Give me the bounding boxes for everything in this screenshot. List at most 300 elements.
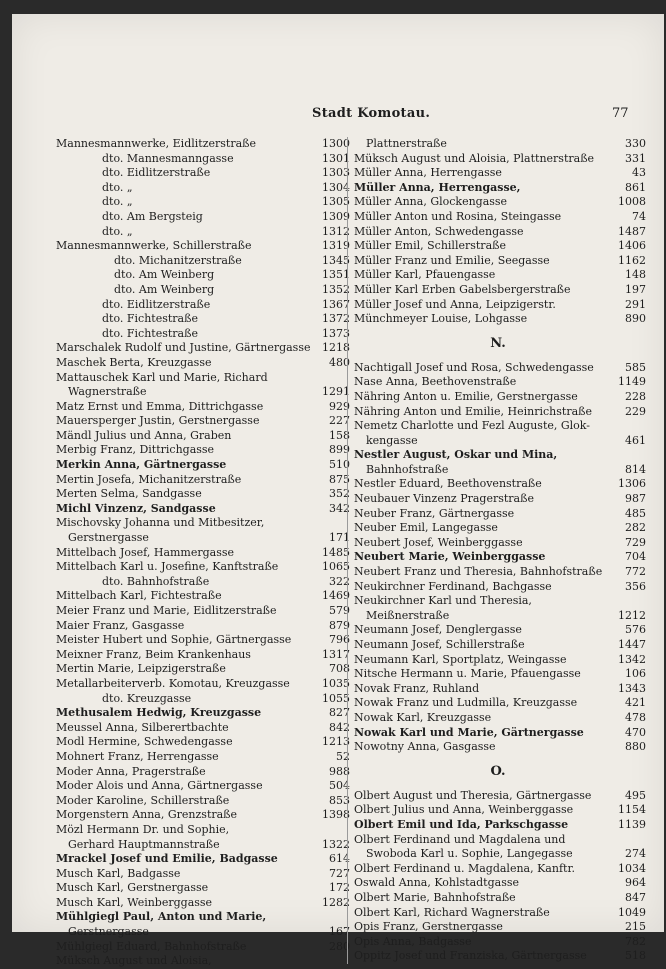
house-number: 1035 — [322, 676, 350, 690]
directory-entry — [56, 794, 350, 809]
house-number: 1305 — [322, 195, 350, 209]
entry-text: Modl Hermine, Schwedengasse — [56, 735, 233, 749]
house-number: 510 — [329, 458, 350, 472]
house-number: 861 — [625, 180, 646, 194]
entry-text: Mühlgiegl Paul, Anton und Marie, — [56, 910, 267, 924]
house-number: 322 — [329, 574, 350, 588]
directory-entry — [56, 546, 350, 561]
house-number: 1213 — [322, 735, 350, 749]
house-number: 796 — [329, 633, 350, 647]
directory-entry — [350, 847, 646, 862]
entry-text: Marschalek Rudolf und Justine, Gärtnergasse — [56, 341, 311, 355]
entry-text: Nähring Anton und Emilie, Heinrichstraße — [354, 404, 593, 418]
entry-text: Swoboda Karl u. Sophie, Langegasse — [366, 847, 573, 861]
entry-text: Neumann Josef, Denglergasse — [354, 623, 522, 637]
directory-entry — [350, 166, 646, 181]
entry-text: Mertin Josefa, Michanitzerstraße — [56, 472, 242, 486]
entry-text: Müller Emil, Schillerstraße — [354, 239, 506, 253]
entry-text: dto. Am Weinberg — [114, 282, 215, 296]
entry-text: kengasse — [366, 433, 418, 447]
house-number: 1034 — [618, 861, 646, 875]
entry-text: Oswald Anna, Kohlstadtgasse — [354, 876, 519, 890]
entry-text: Gerstnergasse — [68, 925, 149, 939]
house-number: 842 — [329, 720, 350, 734]
house-number: 1309 — [322, 209, 350, 223]
house-number: 1469 — [322, 589, 350, 603]
house-number: 74 — [632, 209, 646, 223]
house-number: 280 — [329, 939, 350, 953]
entry-text: Müller Karl, Pfauengasse — [354, 268, 496, 282]
directory-entry — [56, 779, 350, 794]
directory-entry — [350, 507, 646, 522]
directory-entry — [56, 823, 350, 838]
directory-entry — [350, 210, 646, 225]
house-number: 1154 — [618, 803, 646, 817]
entry-text: Gerhard Hauptmannstraße — [68, 837, 220, 851]
house-number: 585 — [625, 360, 646, 374]
entry-text: Müller Anna, Glockengasse — [354, 195, 508, 209]
house-number: 880 — [625, 740, 646, 754]
directory-entry — [350, 254, 646, 269]
directory-entry — [56, 531, 350, 546]
entry-text: dto. „ — [102, 224, 133, 238]
directory-entry — [56, 867, 350, 882]
directory-entry — [56, 838, 350, 853]
directory-entry — [56, 677, 350, 692]
house-number: 352 — [329, 487, 350, 501]
directory-entry — [350, 239, 646, 254]
entry-text: Musch Karl, Weinberggasse — [56, 895, 213, 909]
directory-entry — [350, 298, 646, 313]
house-number: 1218 — [322, 341, 350, 355]
directory-entry — [350, 818, 646, 833]
entry-text: Olbert August und Theresia, Gärtnergasse — [354, 788, 592, 802]
entry-text: Mändl Julius und Anna, Graben — [56, 428, 232, 442]
house-number: 1291 — [322, 385, 350, 399]
directory-entry — [56, 152, 350, 167]
house-number: 106 — [625, 667, 646, 681]
entry-text: Mischovsky Johanna und Mitbesitzer, — [56, 516, 265, 530]
directory-entry — [56, 954, 350, 969]
house-number: 1317 — [322, 647, 350, 661]
directory-entry — [350, 283, 646, 298]
entry-text: dto. Fichtestraße — [102, 326, 198, 340]
directory-entry — [350, 312, 646, 327]
entry-text: Neubert Marie, Weinberggasse — [354, 550, 546, 564]
directory-entry — [56, 137, 350, 152]
house-number: 987 — [625, 492, 646, 506]
directory-entry — [56, 400, 350, 415]
house-number: 814 — [625, 462, 646, 476]
entry-text: Münchmeyer Louise, Lohgasse — [354, 312, 528, 326]
entry-text: Neubert Josef, Weinberggasse — [354, 535, 523, 549]
directory-entry — [350, 463, 646, 478]
directory-entry — [56, 735, 350, 750]
house-number: 1322 — [322, 837, 350, 851]
directory-entry — [56, 210, 350, 225]
house-number: 1367 — [322, 297, 350, 311]
house-number: 228 — [625, 389, 646, 403]
directory-entry — [350, 448, 646, 463]
entry-text: dto. Eidlitzerstraße — [102, 166, 211, 180]
house-number: 291 — [625, 297, 646, 311]
directory-entry — [56, 327, 350, 342]
entry-text: Mannesmannwerke, Eidlitzerstraße — [56, 137, 257, 150]
entry-text: Meussel Anna, Silberertbachte — [56, 720, 229, 734]
entry-text: Bahnhofstraße — [366, 462, 449, 476]
house-number: 172 — [329, 881, 350, 895]
entry-text: Matz Ernst und Emma, Dittrichgasse — [56, 399, 264, 413]
house-number: 772 — [625, 565, 646, 579]
entry-text: Maier Franz, Gasgasse — [56, 618, 185, 632]
directory-entry — [350, 580, 646, 595]
directory-entry — [56, 721, 350, 736]
entry-text: Nestler August, Oskar und Mina, — [354, 448, 558, 462]
page-title: Stadt Komotau. — [312, 106, 431, 121]
entry-text: Mauersperger Justin, Gerstnergasse — [56, 414, 260, 428]
directory-entry — [350, 906, 646, 921]
right-column — [347, 137, 646, 964]
entry-text: Meister Hubert und Sophie, Gärtnergasse — [56, 633, 292, 647]
directory-entry — [56, 560, 350, 575]
entry-text: Olbert Marie, Bahnhofstraße — [354, 890, 516, 904]
directory-entry — [56, 940, 350, 955]
house-number: 1049 — [618, 905, 646, 919]
entry-text: Olbert Julius und Anna, Weinberggasse — [354, 803, 574, 817]
directory-entry — [56, 268, 350, 283]
house-number: 461 — [625, 433, 646, 447]
page-header — [12, 106, 664, 126]
house-number: 1373 — [322, 326, 350, 340]
entry-text: Mühlgiegl Eduard, Bahnhofstraße — [56, 939, 247, 953]
entry-text: dto. Eidlitzerstraße — [102, 297, 211, 311]
directory-entry — [56, 312, 350, 327]
directory-entry — [56, 692, 350, 707]
entry-text: Neuber Franz, Gärtnergasse — [354, 506, 515, 520]
entry-text: Moder Karoline, Schillerstraße — [56, 793, 230, 807]
entry-text: Opis Franz, Gerstnergasse — [354, 920, 503, 934]
entry-text: Müller Karl Erben Gabelsbergerstraße — [354, 282, 571, 296]
house-number: 704 — [625, 550, 646, 564]
entry-text: Müller Anton, Schwedengasse — [354, 224, 524, 238]
directory-entry — [56, 516, 350, 531]
house-number: 485 — [625, 506, 646, 520]
directory-entry — [56, 765, 350, 780]
directory-entry — [350, 477, 646, 492]
house-number: 495 — [625, 788, 646, 802]
entry-text: Oppitz Josef und Franziska, Gärtnergasse — [354, 949, 587, 963]
entry-text: Nestler Eduard, Beethovenstraße — [354, 477, 542, 491]
house-number: 171 — [329, 531, 350, 545]
entry-text: Müller Anton und Rosina, Steingasse — [354, 209, 562, 223]
house-number: 331 — [625, 151, 646, 165]
directory-entry — [350, 653, 646, 668]
entry-text: Maschek Berta, Kreuzgasse — [56, 355, 212, 369]
directory-page — [12, 14, 664, 968]
house-number: 1312 — [322, 224, 350, 238]
entry-text: Merbig Franz, Dittrichgasse — [56, 443, 215, 457]
house-number: 988 — [329, 764, 350, 778]
entry-text: dto. Kreuzgasse — [102, 691, 192, 705]
house-number: 52 — [336, 749, 350, 763]
entry-text: Nemetz Charlotte und Fezl Auguste, Glok- — [354, 419, 590, 433]
directory-entry — [350, 390, 646, 405]
directory-entry — [350, 550, 646, 565]
house-number: 1319 — [322, 239, 350, 253]
house-number: 576 — [625, 623, 646, 637]
directory-entry — [350, 803, 646, 818]
directory-entry — [56, 662, 350, 677]
directory-entry — [56, 589, 350, 604]
house-number: 518 — [625, 949, 646, 963]
house-number: 504 — [329, 779, 350, 793]
house-number: 43 — [632, 166, 646, 180]
house-number: 899 — [329, 443, 350, 457]
entry-text: Musch Karl, Gerstnergasse — [56, 881, 209, 895]
directory-entry — [350, 181, 646, 196]
house-number: 1212 — [618, 608, 646, 622]
house-number: 1351 — [322, 268, 350, 282]
directory-entry — [56, 881, 350, 896]
directory-entry — [350, 536, 646, 551]
house-number: 330 — [625, 137, 646, 150]
entry-text: Olbert Ferdinand und Magdalena und — [354, 832, 566, 846]
house-number: 1345 — [322, 253, 350, 267]
house-number: 579 — [329, 604, 350, 617]
entry-text: dto. Bahnhofstraße — [102, 574, 210, 588]
directory-entry — [56, 429, 350, 444]
entry-text: Mittelbach Karl u. Josefine, Kanftstraße — [56, 560, 279, 574]
entry-text: Olbert Ferdinand u. Magdalena, Kanftr. — [354, 861, 575, 875]
entry-text: Müksch August und Aloisia, Plattnerstraße — [354, 151, 595, 165]
entry-text: Merten Selma, Sandgasse — [56, 487, 202, 501]
entry-text: dto. Michanitzerstraße — [114, 253, 242, 267]
directory-entry — [56, 385, 350, 400]
directory-entry — [350, 419, 646, 434]
house-number: 1306 — [618, 477, 646, 491]
entry-text: Müller Franz und Emilie, Seegasse — [354, 253, 550, 267]
entry-text: dto. „ — [102, 195, 133, 209]
house-number: 470 — [625, 725, 646, 739]
entry-text: Mertin Marie, Leipzigerstraße — [56, 662, 226, 676]
entry-text: dto. Am Bergsteig — [102, 209, 203, 223]
directory-entry — [56, 239, 350, 254]
entry-text: Mittelbach Karl, Fichtestraße — [56, 589, 222, 603]
house-number: 282 — [625, 521, 646, 535]
directory-entry — [350, 833, 646, 848]
entry-text: Mannesmannwerke, Schillerstraße — [56, 239, 252, 253]
house-number: 1300 — [322, 137, 350, 150]
house-number: 964 — [625, 876, 646, 890]
house-number: 708 — [329, 662, 350, 676]
entry-text: Müksch August und Aloisia, — [56, 954, 212, 968]
house-number: 478 — [625, 710, 646, 724]
house-number: 167 — [329, 925, 350, 939]
directory-entry — [350, 594, 646, 609]
directory-entry — [350, 711, 646, 726]
directory-entry — [350, 609, 646, 624]
house-number: 614 — [329, 852, 350, 866]
house-number: 1485 — [322, 545, 350, 559]
house-number: 1055 — [322, 691, 350, 705]
house-number: 421 — [625, 696, 646, 710]
entry-text: Nowotny Anna, Gasgasse — [354, 740, 496, 754]
directory-entry — [56, 356, 350, 371]
entry-text: Neukirchner Karl und Theresia, — [354, 594, 532, 608]
house-number: 1447 — [618, 638, 646, 651]
entry-text: Metallarbeiterverb. Komotau, Kreuzgasse — [56, 676, 290, 690]
entry-text: Müller Anna, Herrengasse — [354, 166, 502, 180]
entry-text: Nowak Franz und Ludmilla, Kreuzgasse — [354, 696, 578, 710]
directory-entry — [56, 619, 350, 634]
house-number: 229 — [625, 404, 646, 418]
directory-entry — [56, 925, 350, 940]
house-number: 827 — [329, 706, 350, 720]
entry-text: Nowak Karl, Kreuzgasse — [354, 710, 492, 724]
entry-text: Michl Vinzenz, Sandgasse — [56, 501, 216, 515]
directory-entry — [56, 443, 350, 458]
directory-entry — [56, 808, 350, 823]
entry-text: Neumann Karl, Sportplatz, Weingasse — [354, 652, 567, 666]
directory-entry — [56, 648, 350, 663]
directory-entry — [350, 876, 646, 891]
house-number: 342 — [329, 501, 350, 515]
directory-entry — [350, 405, 646, 420]
house-number: 1372 — [322, 312, 350, 326]
house-number: 1303 — [322, 166, 350, 180]
entry-text: Wagnerstraße — [68, 385, 147, 399]
directory-entry — [56, 750, 350, 765]
house-number: 929 — [329, 399, 350, 413]
directory-entry — [56, 910, 350, 925]
directory-entry — [56, 283, 350, 298]
entry-text: Meixner Franz, Beim Krankenhaus — [56, 647, 251, 661]
directory-entry — [56, 341, 350, 356]
entry-text: dto. Am Weinberg — [114, 268, 215, 282]
directory-entry — [350, 492, 646, 507]
entry-text: dto. „ — [102, 180, 133, 194]
house-number: 356 — [625, 579, 646, 593]
directory-entry — [56, 575, 350, 590]
house-number: 1065 — [322, 560, 350, 574]
house-number: 197 — [625, 282, 646, 296]
page-number: 77 — [612, 106, 629, 121]
house-number: 727 — [329, 866, 350, 880]
entry-text: Methusalem Hedwig, Kreuzgasse — [56, 706, 262, 720]
house-number: 890 — [625, 312, 646, 326]
house-number: 1487 — [618, 224, 646, 238]
directory-entry — [350, 638, 646, 653]
entry-text: dto. Fichtestraße — [102, 312, 198, 326]
entry-text: Neukirchner Ferdinand, Bachgasse — [354, 579, 552, 593]
house-number: 875 — [329, 472, 350, 486]
directory-entry — [350, 268, 646, 283]
entry-text: Merkin Anna, Gärtnergasse — [56, 458, 227, 472]
directory-entry — [350, 361, 646, 376]
directory-entry — [56, 195, 350, 210]
directory-entry — [56, 502, 350, 517]
house-number: 853 — [329, 793, 350, 807]
directory-entry — [56, 371, 350, 386]
entry-text: Mattauschek Karl und Marie, Richard — [56, 370, 268, 384]
directory-entry — [56, 604, 350, 619]
house-number: 1352 — [322, 282, 350, 296]
directory-entry — [56, 633, 350, 648]
directory-entry — [350, 521, 646, 536]
entry-text: Mrackel Josef und Emilie, Badgasse — [56, 852, 278, 866]
directory-entry — [350, 682, 646, 697]
entry-text: Nase Anna, Beethovenstraße — [354, 375, 517, 389]
house-number: 782 — [625, 934, 646, 948]
house-number: 1304 — [322, 180, 350, 194]
entry-text: Müller Anna, Herrengasse, — [354, 180, 521, 194]
directory-entry — [56, 225, 350, 240]
house-number: 1406 — [618, 239, 646, 253]
directory-entry — [56, 181, 350, 196]
directory-entry — [350, 949, 646, 964]
directory-entry — [350, 862, 646, 877]
directory-entry — [56, 166, 350, 181]
entry-text: Nähring Anton u. Emilie, Gerstnergasse — [354, 389, 578, 403]
entry-text: Meier Franz und Marie, Eidlitzerstraße — [56, 604, 277, 617]
house-number: 148 — [625, 268, 646, 282]
house-number: 227 — [329, 414, 350, 428]
entry-text: Moder Alois und Anna, Gärtnergasse — [56, 779, 263, 793]
entry-text: Neubauer Vinzenz Pragerstraße — [354, 492, 534, 506]
directory-entry — [56, 706, 350, 721]
directory-entry — [350, 740, 646, 755]
directory-entry — [56, 298, 350, 313]
directory-entry — [350, 726, 646, 741]
house-number: 729 — [625, 535, 646, 549]
entry-text: Nachtigall Josef und Rosa, Schwedengasse — [354, 360, 594, 374]
house-number: 1149 — [618, 375, 646, 389]
entry-text: Neubert Franz und Theresia, Bahnhofstraße — [354, 565, 603, 579]
house-number: 1398 — [322, 808, 350, 822]
section-letter: O. — [490, 763, 506, 779]
house-number: 1139 — [618, 817, 646, 831]
directory-entry — [350, 434, 646, 449]
entry-text: Olbert Emil und Ida, Parkschgasse — [354, 817, 569, 831]
house-number: 879 — [329, 618, 350, 632]
directory-entry — [350, 789, 646, 804]
directory-entry — [56, 458, 350, 473]
entry-text: Nowak Karl und Marie, Gärtnergasse — [354, 725, 584, 739]
directory-entry — [56, 473, 350, 488]
directory-entry — [350, 137, 646, 152]
entry-text: Musch Karl, Badgasse — [56, 866, 181, 880]
house-number: 1301 — [322, 151, 350, 165]
left-column — [56, 137, 350, 969]
entry-text: Neumann Josef, Schillerstraße — [354, 638, 525, 651]
directory-entry — [350, 667, 646, 682]
entry-text: Opis Anna, Badgasse — [354, 934, 472, 948]
directory-entry — [350, 565, 646, 580]
entry-text: Mittelbach Josef, Hammergasse — [56, 545, 235, 559]
directory-entry — [350, 375, 646, 390]
directory-entry — [350, 920, 646, 935]
house-number: 215 — [625, 920, 646, 934]
house-number: 158 — [329, 428, 350, 442]
house-number: 1162 — [618, 253, 646, 267]
entry-text: dto. Mannesmanngasse — [102, 151, 234, 165]
entry-text: Meißnerstraße — [366, 608, 450, 622]
entry-text: Plattnerstraße — [366, 137, 447, 150]
entry-text: Müller Josef und Anna, Leipzigerstr. — [354, 297, 556, 311]
house-number: 480 — [329, 355, 350, 369]
house-number: 847 — [625, 890, 646, 904]
directory-entry — [56, 414, 350, 429]
